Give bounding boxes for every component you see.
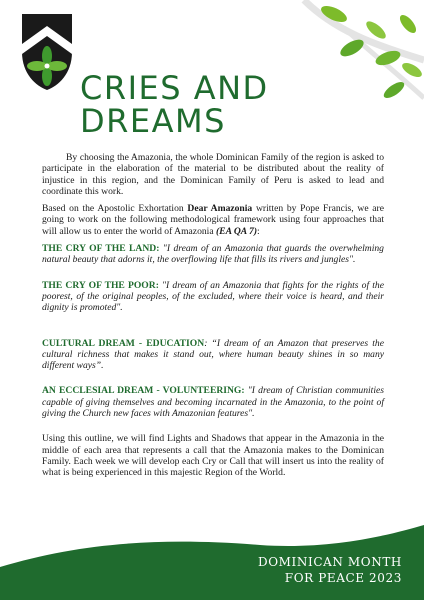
ecclesial-dream-label: AN ECCLESIAL DREAM - VOLUNTEERING: (42, 385, 245, 397)
framework-text: Based on the Apostolic Exhortation (42, 203, 188, 215)
document-reference: (EA QA 7) (215, 225, 258, 237)
framework-text-end: : (257, 225, 260, 237)
dominican-shield-icon (20, 12, 74, 92)
title-line-2: DREAMS (80, 102, 226, 140)
closing-paragraph: Using this outline, we will find Lights and Shadows that appear in the Amazonia in the middle of each area that represents a call that the Amazonia makes to the Dominican Family. Each week we will develop each Cry or Call that will insert us into the reality of what is being experienced in this majestic Region of the World. (42, 433, 384, 479)
cultural-dream-label: CULTURAL DREAM - EDUCATION (42, 337, 205, 349)
leaf-branch-icon (284, 0, 424, 105)
cry-of-land-quote: "I dream of an Amazonia that guards the overwhelming natural beauty that adorns it, the overflowing life that fills its rivers and jungles". (42, 243, 384, 266)
framework-paragraph (42, 203, 384, 237)
footer-line-2: FOR PEACE 2023 (284, 571, 402, 585)
body-text (42, 152, 384, 485)
title-line-1: CRIES AND (80, 69, 269, 107)
cry-of-land-label: THE CRY OF THE LAND: (42, 243, 160, 255)
cultural-dream-paragraph (42, 338, 384, 372)
document-title: Dear Amazonia (187, 203, 253, 215)
cry-of-land-paragraph (42, 243, 384, 266)
cry-of-poor-paragraph (42, 280, 384, 314)
footer-line-1: DOMINICAN MONTH (258, 555, 402, 569)
cry-of-poor-label: THE CRY OF THE POOR: (42, 279, 159, 291)
framework-text-cont: written by Pope Francis, we are going to work on the following methodological framework using four approaches that will allow us to enter the world of Amazonia (42, 203, 385, 237)
page-title (80, 69, 269, 140)
ecclesial-dream-quote: "I dream of Christian communities capable of giving themselves and becoming incarnated in the Amazonia, to the point of giving the Church new faces with Amazonian features". (42, 385, 384, 420)
footer-banner (258, 554, 402, 586)
ecclesial-dream-paragraph (42, 385, 384, 419)
cultural-dream-quote: : “I dream of an Amazon that preserves the cultural richness that makes it stand out, where human beauty shines in so many different ways”. (42, 337, 384, 372)
cry-of-poor-quote: "I dream of an Amazonia that fights for the rights of the poorest, of the original peoples, of the excluded, where their voice is heard, and their dignity is promoted". (42, 279, 384, 314)
intro-paragraph: By choosing the Amazonia, the whole Dominican Family of the region is asked to participate in the elaboration of the material to be distributed about the reality of injustice in this region, and the Dominican Family of Peru is asked to lead and coordinate this work. (42, 152, 384, 197)
